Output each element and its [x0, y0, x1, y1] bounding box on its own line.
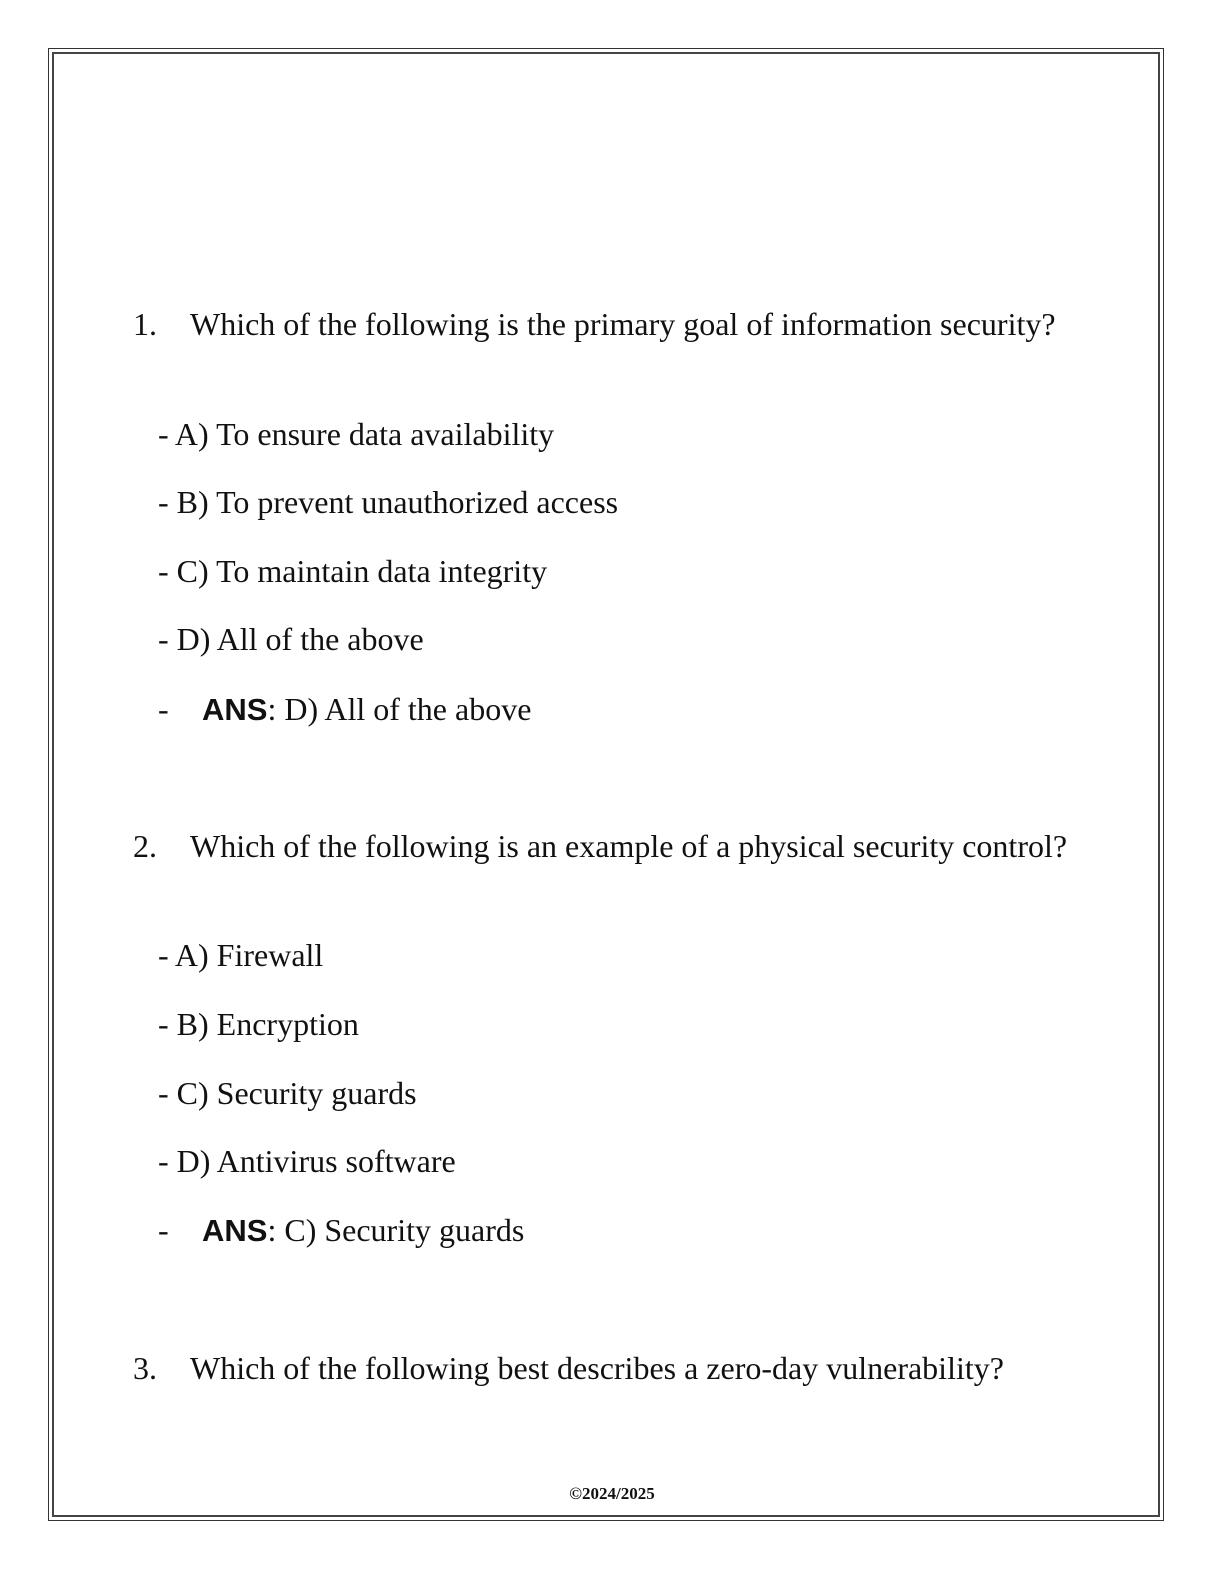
question-1-option-d: - D) All of the above: [158, 621, 424, 657]
question-2-answer-dash: -: [158, 1212, 169, 1248]
question-2-answer-label: ANS: [202, 1213, 268, 1248]
question-1-answer-label: ANS: [202, 692, 268, 727]
question-1-number: 1.: [133, 306, 157, 342]
question-1-text: Which of the following is the primary goal of information security?: [190, 306, 1056, 342]
page-border-inner: [52, 52, 1160, 1517]
question-1-answer-dash: -: [158, 691, 169, 727]
question-2-option-a: - A) Firewall: [158, 937, 324, 973]
question-3-text: Which of the following best describes a zero-day vulnerability?: [190, 1350, 1004, 1386]
question-3: [133, 1348, 1073, 1389]
footer-copyright: ©2024/2025: [569, 1484, 655, 1503]
question-1-option-b: - B) To prevent unauthorized access: [158, 484, 619, 520]
question-2-option-d: - D) Antivirus software: [158, 1143, 456, 1179]
page-border: [48, 48, 1164, 1521]
question-2-answer-text: : C) Security guards: [267, 1212, 525, 1248]
question-1-answer-text: : D) All of the above: [267, 691, 532, 727]
question-1-option-a: - A) To ensure data availability: [158, 416, 555, 452]
question-1-option-c: - C) To maintain data integrity: [158, 553, 548, 589]
question-2-text: Which of the following is an example of a physical security control?: [190, 828, 1068, 864]
question-2-option-c: - C) Security guards: [158, 1075, 417, 1111]
question-2-number: 2.: [133, 828, 157, 864]
question-1-answer: [158, 689, 531, 730]
question-2: [133, 826, 1073, 867]
question-2-answer: [158, 1210, 524, 1251]
question-2-option-b: - B) Encryption: [158, 1006, 359, 1042]
question-3-number: 3.: [133, 1350, 157, 1386]
question-1: [133, 304, 1073, 345]
